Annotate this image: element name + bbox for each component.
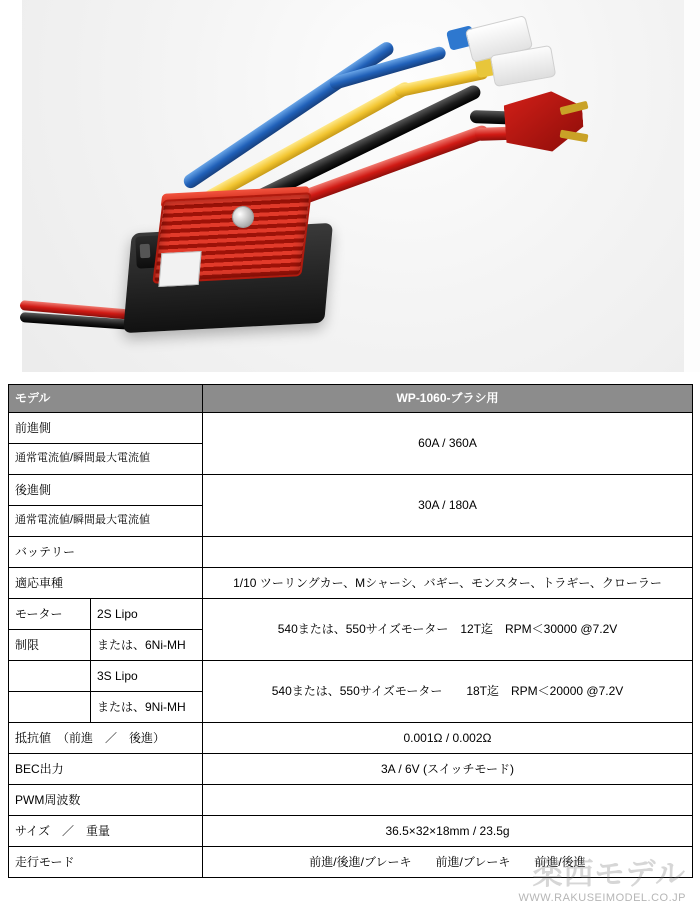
row-value-pwm (203, 785, 693, 816)
esc-label-plate (158, 251, 201, 287)
row-label-limit: 制限 (9, 630, 91, 661)
row-label-reverse: 後進側 (9, 475, 203, 506)
photo-right-margin (684, 0, 700, 372)
row-label-reverse-current: 通常電流値/瞬間最大電流値 (9, 506, 203, 537)
row-label-motor: モーター (9, 599, 91, 630)
row-label-forward-current: 通常電流値/瞬間最大電流値 (9, 444, 203, 475)
row-value-motor-2s: 540または、550サイズモーター 12T迄 RPM＜30000 @7.2V (203, 599, 693, 661)
esc-switch-knob (140, 244, 151, 259)
table-row (9, 413, 693, 444)
spec-table-container (8, 384, 692, 878)
row-sub-9nimh: または、9Ni-MH (91, 692, 203, 723)
row-label-size-weight: サイズ ／ 重量 (9, 816, 203, 847)
row-value-vehicle-type: 1/10 ツーリングカー、Mシャーシ、バギー、モンスター、トラギー、クローラー (203, 568, 693, 599)
row-value-size-weight: 36.5×32×18mm / 23.5g (203, 816, 693, 847)
table-row (9, 599, 693, 630)
row-value-resistance: 0.001Ω / 0.002Ω (203, 723, 693, 754)
row-sub-2s-lipo: 2S Lipo (91, 599, 203, 630)
row-label-pwm: PWM周波数 (9, 785, 203, 816)
photo-left-margin (0, 0, 22, 372)
spec-table (8, 384, 693, 878)
product-photo (0, 0, 700, 372)
row-label-blank-1 (9, 661, 91, 692)
row-label-drive-mode: 走行モード (9, 847, 203, 878)
table-row (9, 847, 693, 878)
table-row (9, 785, 693, 816)
table-row (9, 754, 693, 785)
row-value-forward-current: 60A / 360A (203, 413, 693, 475)
row-value-reverse-current: 30A / 180A (203, 475, 693, 537)
row-sub-3s-lipo: 3S Lipo (91, 661, 203, 692)
row-label-bec: BEC出力 (9, 754, 203, 785)
table-row (9, 568, 693, 599)
table-row (9, 723, 693, 754)
row-label-blank-2 (9, 692, 91, 723)
row-sub-6nimh: または、6Ni-MH (91, 630, 203, 661)
row-value-battery (203, 537, 693, 568)
row-value-motor-3s: 540または、550サイズモーター 18T迄 RPM＜20000 @7.2V (203, 661, 693, 723)
row-label-battery: バッテリー (9, 537, 203, 568)
header-label: モデル (9, 385, 203, 413)
table-row (9, 537, 693, 568)
row-label-forward: 前進側 (9, 413, 203, 444)
row-label-vehicle-type: 適応車種 (9, 568, 203, 599)
watermark-brand: 楽西モデル (532, 858, 686, 891)
row-value-drive-mode: 前進/後進/ブレーキ 前進/ブレーキ 前進/後進 (203, 847, 693, 878)
watermark-url: WWW.RAKUSEIMODEL.CO.JP (518, 892, 686, 904)
header-value: WP-1060-ブラシ用 (203, 385, 693, 413)
table-row (9, 816, 693, 847)
table-row (9, 661, 693, 692)
row-label-resistance: 抵抗値 （前進 ／ 後進） (9, 723, 203, 754)
row-value-bec: 3A / 6V (スイッチモード) (203, 754, 693, 785)
table-row (9, 475, 693, 506)
table-header-row (9, 385, 693, 413)
